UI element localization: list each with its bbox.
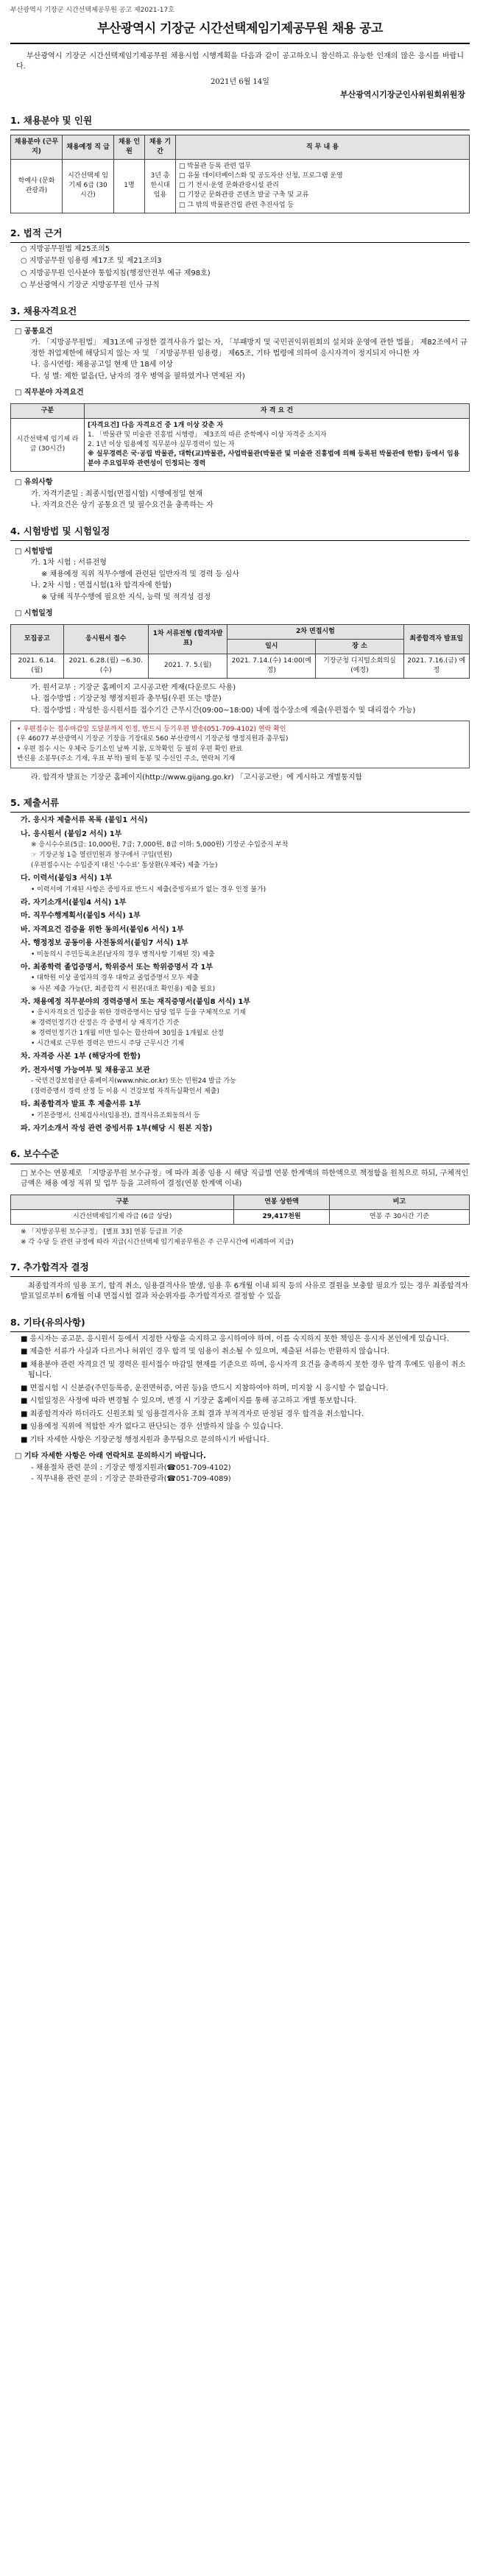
col-header: 채용분야 (근무지) bbox=[11, 135, 63, 160]
caution-item: ■ 면접시험 시 신분증(주민등록증, 운전면허증, 여권 등)을 반드시 지참하여야 하며, 미지참 시 응시할 수 없습니다. bbox=[21, 1384, 389, 1393]
caution-item: ■ 채용분야 관련 자격요건 및 경력은 원서접수 마감일 현재를 기준으로 하며, 응시자격 요건을 충족하지 못한 경우 합격 후에도 임용이 취소됩니다. bbox=[21, 1360, 466, 1380]
pay-description: □ 보수는 연봉제로 「지방공무원 보수규정」에 따라 최종 임용 시 해당 직급별 연봉 한계액의 하한액으로 책정함을 원칙으로 하되, 구체적인 금액은 채용 예정 직위 및 업무 등을 고려하여 결정(연봉 한계액 이내) bbox=[21, 1169, 469, 1189]
cell-duties bbox=[176, 160, 470, 213]
section-title: 8. 기타(유의사항) bbox=[10, 1316, 470, 1332]
col-header: 비고 bbox=[329, 1195, 469, 1209]
legal-item: ○ 지방공무원법 제25조의5 bbox=[21, 244, 110, 253]
subheading: □ 유의사항 bbox=[15, 478, 53, 487]
duty-item: □ 기 전시·운영 문화관광시설 관리 bbox=[179, 182, 279, 190]
mail-notice-line: 반신용 소봉투(주소 기재, 우표 부착) 필히 동봉 및 수신인 주소, 연락처 기재 bbox=[17, 754, 236, 762]
cell-schedule: 2021. 6.28.(월) ~6.30.(수) bbox=[63, 654, 148, 678]
cell-count: 1명 bbox=[114, 160, 145, 213]
document-item: 자. 채용예정 직무분야의 경력증명서 또는 재직증명서(붙임8 서식) 1부 bbox=[21, 997, 251, 1006]
document-item: 나. 응시원서 (붙임2 서식) 1부 bbox=[21, 829, 122, 838]
caution-item: ■ 기타 자세한 사항은 기장군청 행정지원과 총무팀으로 문의하시기 바랍니다. bbox=[21, 1435, 269, 1444]
method-item: 나. 2차 시험 : 면접시험(1차 합격자에 한함) bbox=[31, 581, 172, 590]
mail-notice-line: • 우편접수는 접수마감일 도달분까지 인정, 반드시 등기우편 발송(051-709-4102) 연락 확인 bbox=[17, 726, 286, 734]
document-item: 다. 이력서(붙임3 서식) 1부 bbox=[21, 874, 113, 883]
col-header: 구분 bbox=[11, 1195, 234, 1209]
document-note: (경력증명서 경력 산정 등 이용 시 건강보험 자격득실확인서 제출) bbox=[31, 1088, 219, 1096]
subheading: □ 기타 자세한 사항은 아래 연락처로 문의하시기 바랍니다. bbox=[15, 1452, 206, 1461]
col-header: 자 격 요 건 bbox=[85, 403, 470, 418]
req-line: 2. 1년 이상 임용예정 직무분야 실무경력이 있는 자 bbox=[88, 440, 235, 448]
document-note: ※ 사본 제출 가능(단, 최종합격 시 원본(대조 확인용) 제출 필요) bbox=[31, 985, 216, 993]
contact-line: - 직무내용 관련 문의 : 기장군 문화관광과(☎051-709-4089) bbox=[31, 1475, 231, 1484]
cell-period: 3년 총한시대 임용 bbox=[145, 160, 176, 213]
requirement-item: 나. 응시연령: 채용공고일 현재 만 18세 이상 bbox=[31, 361, 173, 369]
application-note: 다. 접수방법 : 작성한 응시원서를 접수기간 근무시간(09:00~18:00) 내에 접수장소에 제출(우편접수 및 대리접수 가능) bbox=[31, 706, 416, 715]
method-item: 가. 1차 시험 : 서류전형 bbox=[31, 559, 107, 567]
document-note: ☞ 기장군청 1층 열린민원과 창구에서 구입(민원) bbox=[31, 852, 172, 860]
subheading: □ 직무분야 자격요건 bbox=[15, 389, 84, 397]
document-item: 아. 최종학력 졸업증명서, 학위증서 또는 학위증명서 각 1부 bbox=[21, 963, 213, 972]
requirement-item: 다. 성 별: 제한 없음(단, 남자의 경우 병역을 필하였거나 면제된 자) bbox=[31, 372, 245, 381]
note-item: 나. 자격요건은 상기 공통요건 및 필수요건을 충족하는 자 bbox=[31, 501, 213, 510]
duty-item: □ 기장군 문화관광 콘텐츠 발굴 구축 및 교류 bbox=[179, 191, 309, 199]
col-header: 채용예정 직 급 bbox=[63, 135, 114, 160]
application-note: 가. 원서교부 : 기장군 홈페이지 고시공고란 게재(다운로드 사용) bbox=[31, 683, 236, 692]
legal-item: ○ 부산광역시 기장군 지방공무원 인사 규칙 bbox=[21, 281, 160, 290]
document-item: 차. 자격증 사본 1부 (해당자에 한함) bbox=[21, 1052, 141, 1061]
document-item: 가. 응시자 제출서류 목록 (붙임1 서식) bbox=[21, 816, 148, 825]
requirement-item: 가. 「지방공무원법」 제31조에 규정한 결격사유가 없는 자, 「부패방지 및 국민권익위원회의 설치와 운영에 관한 법률」 제82조에서 규정한 취업제한에 해당되지 않는 자 및 「지방공무원 임용령」 제65조, 기타 법령에 의하여 응시자격이 정지되지 아니한 자 bbox=[31, 339, 467, 358]
mail-notice-box bbox=[10, 721, 470, 768]
cell-schedule: 기장군청 디지털소회의실(예정) bbox=[316, 654, 403, 678]
duty-item: □ 그 밖의 박물관건립 관련 추진사업 등 bbox=[179, 201, 294, 209]
method-item: ※ 채용예정 직위 직무수행에 관련된 일반자격 및 경력 등 심사 bbox=[41, 570, 239, 578]
section-title: 2. 법적 근거 bbox=[10, 227, 470, 243]
col-header: 최종합격자 발표일 bbox=[403, 624, 469, 654]
subheading: □ 시험방법 bbox=[15, 547, 53, 556]
col-header: 2차 면접시험 bbox=[227, 624, 403, 639]
col-header: 구분 bbox=[11, 403, 85, 418]
additional-pass-text: 최종합격자의 임용 포기, 합격 취소, 임용결격사유 발생, 임용 후 6개월 이내 퇴직 등의 사유로 결원을 보충할 필요가 있는 경우 최종합격자 발표일로부터 6개월 이내 면접시험 결과 차순위자를 추가합격자로 결정할 수 있음 bbox=[21, 1281, 468, 1301]
cell-pay-type: 시간선택제임기제 라급 (6급 상당) bbox=[11, 1209, 234, 1224]
col-header: 채용 인원 bbox=[114, 135, 145, 160]
caution-item: ■ 제출한 서류가 사실과 다르거나 허위인 경우 합격 및 임용이 취소될 수 있으며, 제출된 서류는 반환하지 않습니다. bbox=[21, 1348, 390, 1356]
document-note: • 대학원 이상 졸업자의 경우 대학교 졸업증명서 모두 제출 bbox=[31, 974, 200, 983]
section-title: 6. 보수수준 bbox=[10, 1147, 470, 1164]
section-title: 7. 추가합격자 결정 bbox=[10, 1261, 470, 1277]
cell-pay-note: 연봉 주 30시간 기준 bbox=[329, 1209, 469, 1224]
duty-item: □ 박물관 등록 관련 업무 bbox=[179, 163, 252, 171]
duty-item: □ 유물 데이터베이스화 및 공도자산 신청, 프로그램 운영 bbox=[179, 172, 343, 180]
document-list bbox=[10, 815, 470, 1134]
section-title: 4. 시험방법 및 시험일정 bbox=[10, 525, 470, 541]
result-notice: 라. 합격자 발표는 기장군 홈페이지(http://www.gijang.go.kr) 「고시공고란」에 게시하고 개별통지함 bbox=[31, 773, 363, 782]
subheading: □ 공통요건 bbox=[15, 327, 53, 336]
document-note: • 이력서에 기재된 사항은 증빙자료 반드시 제출(증빙자료가 없는 경우 인정 불가) bbox=[31, 885, 267, 894]
section-title: 3. 채용자격요건 bbox=[10, 305, 470, 321]
caution-item: ■ 응시자는 공고문, 응시원서 등에서 지정한 사항을 숙지하고 응시하여야 하며, 이를 숙지하지 못한 책임은 응시자 본인에게 있습니다. bbox=[21, 1334, 449, 1343]
document-item: 바. 자격요건 검증을 위한 동의서(붙임6 서식) 1부 bbox=[21, 925, 184, 934]
document-item: 파. 자기소개서 작성 관련 증빙서류 1부(해당 시 원본 지참) bbox=[21, 1124, 213, 1133]
section-title: 5. 제출서류 bbox=[10, 796, 470, 813]
document-note: • 미동의시 주민등록초본(남자의 경우 병적사항 기재된 것) 제출 bbox=[31, 950, 215, 958]
note-item: 가. 자격기준일 : 최종시험(면접시험) 시행예정일 현재 bbox=[31, 489, 203, 498]
cell-schedule: 2021. 7. 5.(월) bbox=[148, 654, 227, 678]
document-note: • 기본증명서, 신체검사서(임용전), 결격사유조회동의서 등 bbox=[31, 1111, 200, 1119]
document-note: ※ 경력인정기간 산정은 각 증명서 상 재직기간 기준 bbox=[31, 1019, 180, 1027]
notice-date: 2021년 6월 14일 bbox=[211, 77, 269, 86]
pay-note: ※ 각 수당 등 관련 규정에 따라 지급(시간선택제 임기제공무원은 주 근무시간에 비례하여 지급) bbox=[21, 1238, 294, 1246]
col-header: 직 무 내 용 bbox=[176, 135, 470, 160]
contact-line: - 채용절차 관련 문의 : 기장군 행정지원과(☎051-709-4102) bbox=[31, 1463, 231, 1472]
col-subheader: 일시 bbox=[227, 639, 316, 654]
document-note: ※ 경력인정기간 1개월 미만 일수는 합산하여 30일을 1개월로 산정 bbox=[31, 1030, 224, 1038]
schedule-table bbox=[10, 624, 470, 679]
document-item: 카. 전자서명 가능여부 및 채용공고 보관 bbox=[21, 1066, 150, 1075]
col-header: 1차 서류전형 (합격자발표) bbox=[148, 624, 227, 654]
caution-item: ■ 시험일정은 사정에 따라 변경될 수 있으며, 변경 시 기장군 홈페이지를 통해 공고하고 개별 통보합니다. bbox=[21, 1397, 357, 1406]
cell-schedule: 2021. 7.14.(수) 14:00(예정) bbox=[227, 654, 316, 678]
cell-type: 시간선택제 임기제 라급 (30시간) bbox=[11, 418, 85, 471]
pay-table bbox=[10, 1195, 470, 1225]
mail-notice-line: • 우편 접수 시는 우체국 등기소인 날짜 지참, 도착확인 등 필히 우편 확인 완료 bbox=[17, 745, 243, 753]
document-note: ※ 응시수수료(5급: 10,000원, 7급: 7,000원, 8급 이하: 5,000원) 기장군 수입증지 부착 bbox=[31, 841, 289, 849]
qualification-table bbox=[10, 403, 470, 472]
intro-text: 부산광역시 기장군 시간선택제임기제공무원 채용시험 시행계획을 다음과 같이 공고하오니 참신하고 유능한 인재의 많은 응시를 바랍니다. bbox=[16, 52, 464, 71]
col-header: 모집공고 bbox=[11, 624, 64, 654]
recruit-table bbox=[10, 135, 470, 213]
document-note: - 국민건강보험공단 홈페이지(www.nhic.or.kr) 또는 민원24 발급 가능 bbox=[31, 1078, 236, 1086]
req-line: 1. 「박물관 및 미술관 진흥법 시행령」 제3조의 따른 준학예사 이상 자격증 소지자 bbox=[88, 431, 327, 439]
req-line: ※ 실무경력은 국·공립 박물관, 대학(교)박물관, 사업박물관(박물관 및 미술관 진흥법에 의해 등록된 박물관에 한함) 등에서 임용분야 주요업무와 관련성이 인정되는 경력 bbox=[88, 450, 460, 468]
legal-item: ○ 지방공무원 임용령 제17조 및 제21조의3 bbox=[21, 257, 162, 266]
document-note: • 시간제로 근무한 경력은 반드시 주당 근무시간 기재 bbox=[31, 1040, 184, 1048]
col-header: 응시원서 접수 bbox=[63, 624, 148, 654]
application-note: 나. 접수방법 : 기장군청 행정지원과 총무팀(우편 또는 방문) bbox=[31, 695, 222, 704]
col-subheader: 장 소 bbox=[316, 639, 403, 654]
cell-grade: 시간선택제 임기제 6급 (30시간) bbox=[63, 160, 114, 213]
cell-schedule: 2021. 6.14.(월) bbox=[11, 654, 64, 678]
issuer: 부산광역시기장군인사위원회위원장 bbox=[339, 90, 465, 100]
method-item: ※ 당해 직무수행에 필요한 지식, 능력 및 적격성 검정 bbox=[41, 592, 211, 601]
caution-item: ■ 최종합격자라 하더라도 신원조회 및 임용결격사유 조회 결과 부적격자로 판정된 경우 합격을 취소합니다. bbox=[21, 1409, 364, 1418]
cell-pay-amount: 29,417천원 bbox=[234, 1209, 329, 1224]
document-item: 마. 직무수행계획서(붙임5 서식) 1부 bbox=[21, 912, 141, 921]
caution-item: ■ 임용예정 직위에 적합한 자가 없다고 판단되는 경우 선발하지 않을 수 있습니다. bbox=[21, 1423, 283, 1432]
cell-requirements bbox=[85, 418, 470, 471]
subheading: □ 시험일정 bbox=[15, 609, 53, 618]
document-note: • 응시자격요건 입증을 위한 경력증명서는 담당 업무 등을 구체적으로 기재 bbox=[31, 1009, 246, 1017]
req-line: [자격요건] 다음 자격요건 중 1개 이상 갖춘 자 bbox=[88, 421, 224, 429]
document-item: 사. 행정정보 공동이용 사전동의서(붙임7 서식) 1부 bbox=[21, 939, 188, 948]
section-title: 1. 채용분야 및 인원 bbox=[10, 114, 470, 130]
document-item: 라. 자기소개서(붙임4 서식) 1부 bbox=[21, 898, 127, 907]
col-header: 채용 기간 bbox=[145, 135, 176, 160]
legal-item: ○ 지방공무원 인사분야 통합지침(행정안전부 예규 제98호) bbox=[21, 269, 211, 277]
document-item: 타. 최종합격자 발표 후 제출서류 1부 bbox=[21, 1100, 141, 1109]
mail-notice-line: (우 46077 부산광역시 기장군 기장읍 기장대로 560 부산광역시 기장군청 행정지원과 총무팀) bbox=[17, 735, 289, 743]
cell-field: 학예사 (문화 관광과) bbox=[11, 160, 63, 213]
notice-number: 부산광역시 기장군 시간선택제공무원 공고 제2021-17호 bbox=[10, 7, 174, 14]
cell-schedule: 2021. 7.16.(금) 예정 bbox=[403, 654, 469, 678]
page-title: 부산광역시 기장군 시간선택제임기제공무원 채용 공고 bbox=[10, 20, 470, 44]
pay-note: ※ 「지방공무원 보수규정」 [별표 33] 연봉 등급표 기준 bbox=[21, 1228, 183, 1236]
document-note: (우편접수시는 수입증지 대신 '수수료' 통상환(우체국) 제출 가능) bbox=[31, 862, 218, 870]
col-header: 연봉 상한액 bbox=[234, 1195, 329, 1209]
